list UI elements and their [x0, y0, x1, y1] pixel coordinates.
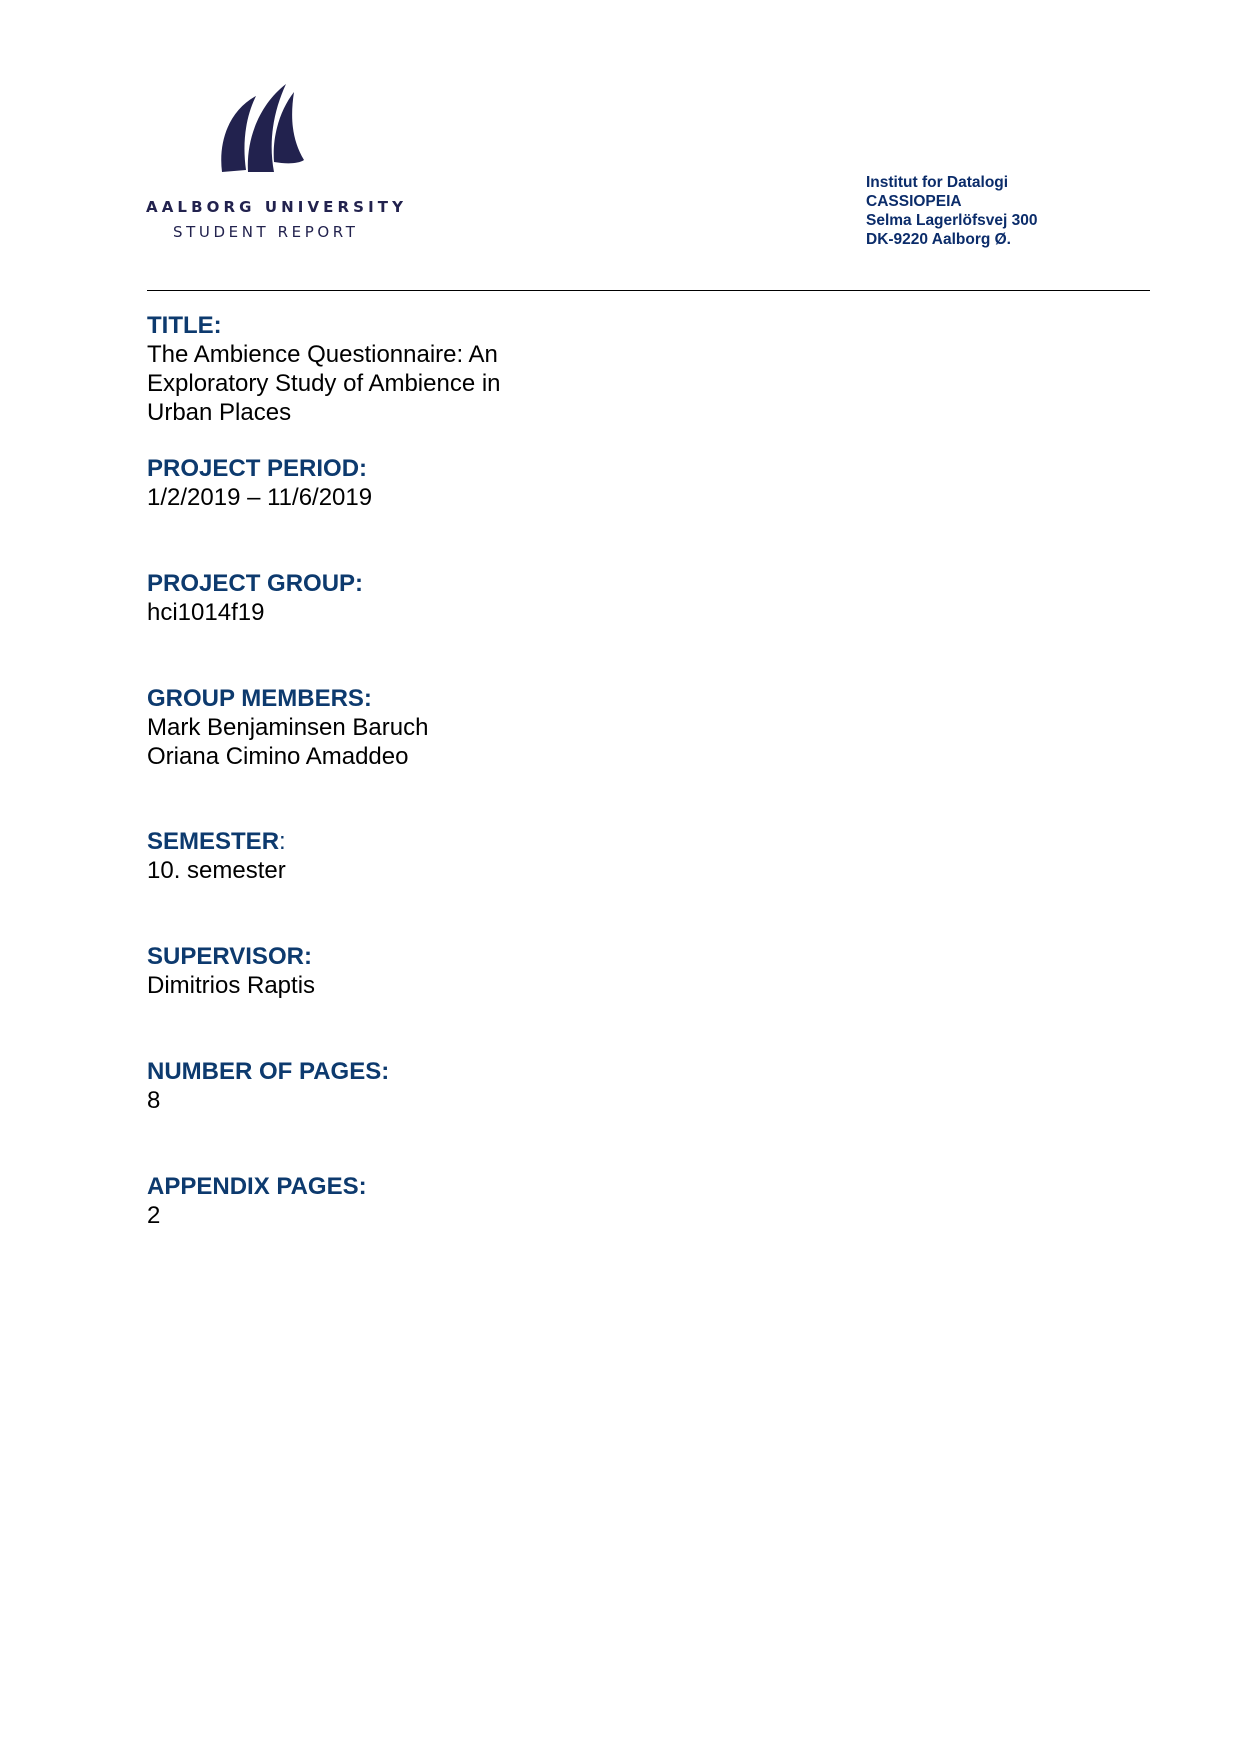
field-semester: [147, 827, 286, 885]
title-line: Exploratory Study of Ambience in: [147, 370, 501, 397]
field-value: 2: [147, 1202, 161, 1229]
address-line: CASSIOPEIA: [866, 193, 962, 210]
field-value: Dimitrios Raptis: [147, 972, 316, 999]
semester-label-colon: :: [279, 828, 286, 855]
field-label: GROUP MEMBERS:: [147, 685, 372, 712]
logo-wordmark: AALBORG UNIVERSITY: [146, 198, 408, 216]
field-value: 1/2/2019 – 11/6/2019: [147, 484, 373, 511]
field-label: PROJECT PERIOD:: [147, 455, 368, 482]
field-group-members: [147, 684, 428, 771]
member-name: Mark Benjaminsen Baruch: [147, 714, 429, 741]
field-value: 10. semester: [147, 857, 286, 884]
field-label: TITLE:: [147, 312, 222, 339]
field-label: APPENDIX PAGES:: [147, 1173, 367, 1200]
field-value: [147, 340, 501, 427]
semester-label-text: SEMESTER: [147, 828, 280, 855]
field-number-of-pages: [147, 1057, 389, 1115]
field-value: hci1014f19: [147, 599, 265, 626]
field-value: [147, 713, 428, 771]
title-line: The Ambience Questionnaire: An: [147, 341, 498, 368]
field-label: PROJECT GROUP:: [147, 570, 364, 597]
member-name: Oriana Cimino Amaddeo: [147, 743, 409, 770]
header-divider: [147, 290, 1150, 291]
field-label: NUMBER OF PAGES:: [147, 1058, 390, 1085]
institute-address: [866, 173, 1037, 249]
field-project-period: [147, 454, 372, 512]
field-title: [147, 311, 501, 427]
title-line: Urban Places: [147, 399, 292, 426]
address-line: Selma Lagerlöfsvej 300: [866, 212, 1038, 229]
field-label: SUPERVISOR:: [147, 943, 312, 970]
logo-subtitle: STUDENT REPORT: [173, 223, 359, 241]
field-project-group: [147, 569, 363, 627]
aau-wave-logo-icon: [216, 80, 306, 176]
field-label: [147, 827, 286, 856]
field-value: 8: [147, 1087, 161, 1114]
field-supervisor: [147, 942, 315, 1000]
address-line: Institut for Datalogi: [866, 174, 1009, 191]
field-appendix-pages: [147, 1172, 367, 1230]
address-line: DK-9220 Aalborg Ø.: [866, 231, 1011, 248]
